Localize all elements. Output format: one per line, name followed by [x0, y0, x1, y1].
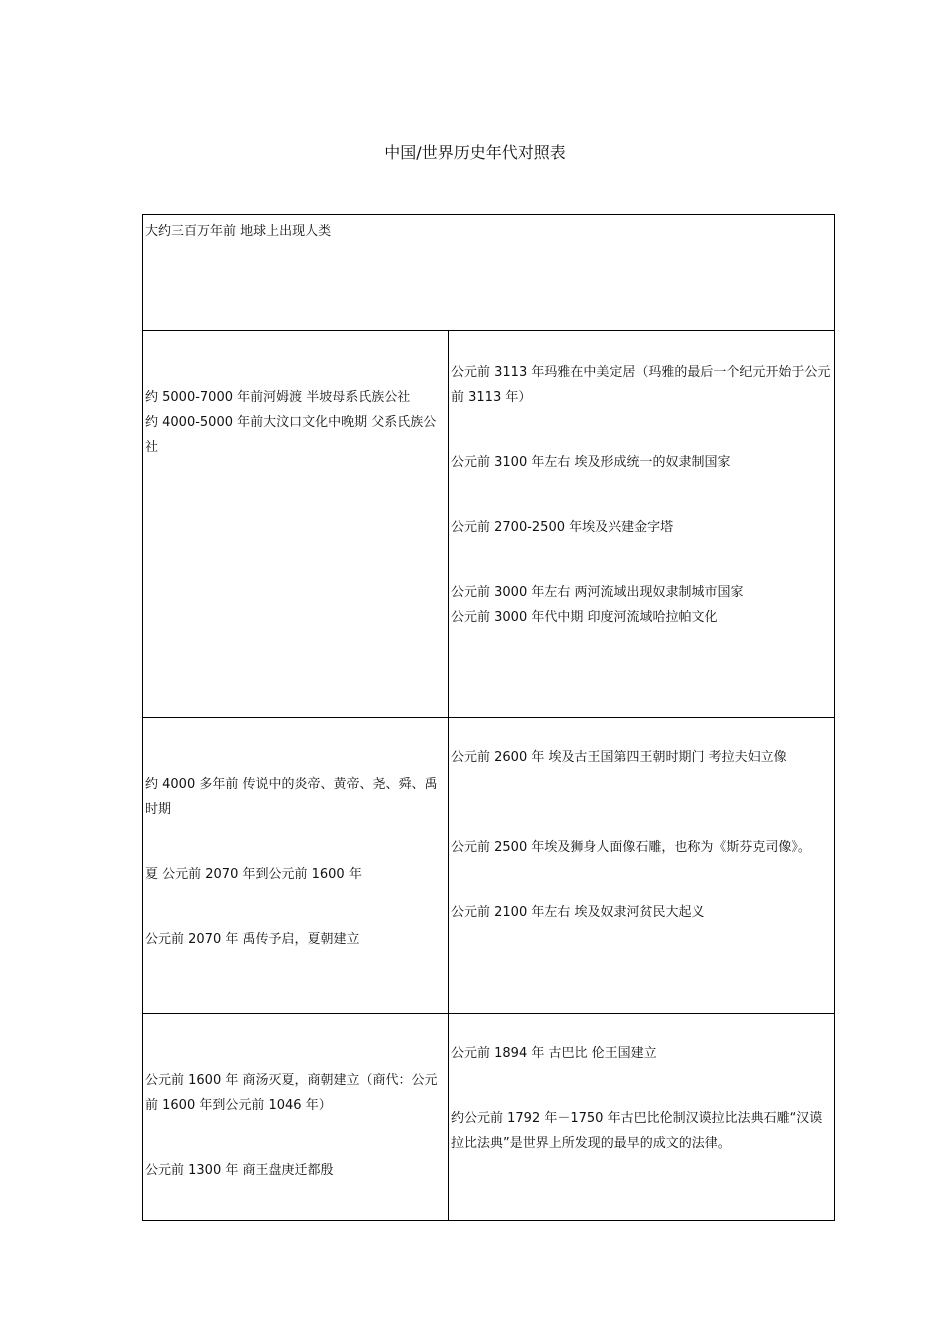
table-cell — [143, 331, 449, 718]
cell-text: 大约三百万年前 地球上出现人类 — [145, 224, 332, 239]
cell-text: 公元前 3000 年代中期 印度河流域哈拉帕文化 — [451, 610, 718, 625]
cell-text: 公元前 3113 年玛雅在中美定居（玛雅的最后一个纪元开始于公元前 3113 年） — [451, 365, 831, 405]
cell-text: 约 5000-7000 年前河姆渡 半坡母系氏族公社 — [145, 390, 411, 405]
table-cell — [449, 1014, 835, 1221]
table-cell — [449, 331, 835, 718]
table-cell — [143, 215, 835, 331]
cell-text: 公元前 2600 年 埃及古王国第四王朝时期门 考拉夫妇立像 — [451, 750, 787, 765]
table-row — [143, 1014, 835, 1221]
table-cell — [449, 718, 835, 1014]
cell-text: 约 4000-5000 年前大汶口文化中晚期 父系氏族公社 — [145, 415, 437, 455]
page-title: 中国/世界历史年代对照表 — [384, 143, 566, 162]
table-row — [143, 718, 835, 1014]
cell-text: 公元前 1300 年 商王盘庚迁都殷 — [145, 1163, 334, 1178]
table-row — [143, 331, 835, 718]
cell-text: 夏 公元前 2070 年到公元前 1600 年 — [145, 867, 362, 882]
table-row — [143, 215, 835, 331]
cell-text: 公元前 1600 年 商汤灭夏，商朝建立（商代：公元前 1600 年到公元前 1046 年） — [145, 1073, 438, 1113]
table-cell — [143, 1014, 449, 1221]
cell-text: 公元前 3000 年左右 两河流域出现奴隶制城市国家 — [451, 585, 744, 600]
cell-text: 公元前 3100 年左右 埃及形成统一的奴隶制国家 — [451, 455, 731, 470]
cell-text: 公元前 1894 年 古巴比 伦王国建立 — [451, 1046, 657, 1061]
cell-text: 约 4000 多年前 传说中的炎帝、黄帝、尧、舜、禹时期 — [145, 777, 438, 817]
cell-text: 约公元前 1792 年－1750 年古巴比伦制汉谟拉比法典石雕“汉谟拉比法典”是世界上所发现的最早的成文的法律。 — [451, 1111, 823, 1151]
cell-text: 公元前 2700-2500 年埃及兴建金字塔 — [451, 520, 674, 535]
cell-text: 公元前 2100 年左右 埃及奴隶河贫民大起义 — [451, 905, 705, 920]
cell-text: 公元前 2500 年埃及狮身人面像石雕，也称为《斯芬克司像》。 — [451, 840, 811, 855]
table-cell — [143, 718, 449, 1014]
history-table — [142, 214, 835, 1221]
cell-text: 公元前 2070 年 禹传予启，夏朝建立 — [145, 932, 360, 947]
